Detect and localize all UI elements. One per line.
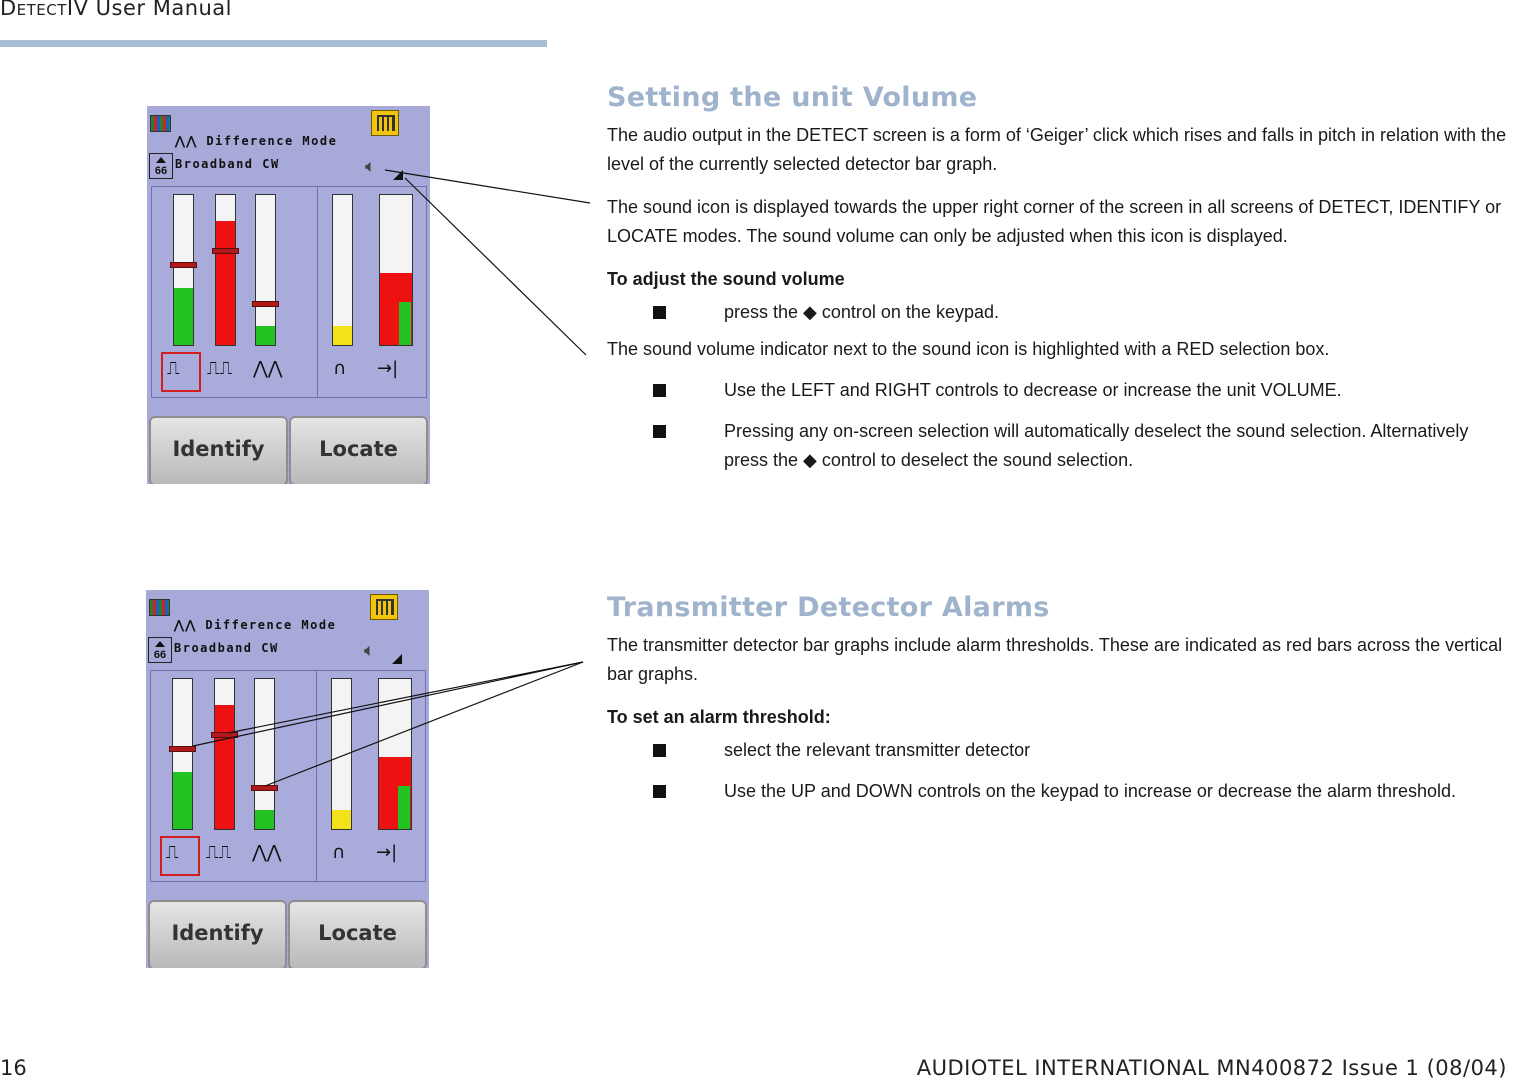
subheading: To adjust the sound volume bbox=[607, 269, 845, 289]
pulse-icon[interactable]: ⎍ bbox=[166, 842, 179, 863]
square-wave-icon[interactable]: ⎍⎍ bbox=[206, 842, 232, 863]
locate-button[interactable]: Locate bbox=[288, 900, 427, 968]
paragraph: The sound icon is displayed towards the upper right corner of the screen in all screens of DETECT, IDENTIFY or LOCATE modes. The sound volume can only be adjusted when this icon is displayed. bbox=[607, 197, 1502, 246]
bullet-square-icon bbox=[653, 785, 666, 798]
bullet-square-icon bbox=[653, 425, 666, 438]
callout-line bbox=[265, 662, 583, 786]
document-reference: AUDIOTEL INTERNATIONAL MN400872 Issue 1 (08/04) bbox=[916, 1056, 1507, 1080]
section-heading: Transmitter Detector Alarms bbox=[607, 592, 1050, 623]
alarms-section bbox=[607, 592, 1512, 818]
list-item: press the ◆ control on the keypad. bbox=[607, 298, 1512, 327]
identify-button[interactable]: Identify bbox=[149, 416, 288, 484]
volume-section bbox=[607, 82, 1512, 487]
mode-label: ⋀⋀ Difference Mode bbox=[175, 134, 338, 148]
square-wave-icon[interactable]: ⎍⎍ bbox=[207, 358, 233, 379]
bullet-square-icon bbox=[653, 744, 666, 757]
bullet-square-icon bbox=[653, 306, 666, 319]
identify-button[interactable]: Identify bbox=[148, 900, 287, 968]
locate-button[interactable]: Locate bbox=[289, 416, 428, 484]
diode-icon[interactable]: →| bbox=[377, 358, 399, 379]
band-label: Broadband CW bbox=[174, 641, 279, 655]
subheading: To set an alarm threshold: bbox=[607, 707, 831, 727]
channel-number: 66 bbox=[149, 153, 173, 179]
diode-icon[interactable]: →| bbox=[376, 842, 398, 863]
list-item: Use the LEFT and RIGHT controls to decrease or increase the unit VOLUME. bbox=[607, 376, 1512, 405]
callout-line bbox=[385, 170, 590, 203]
bullet-square-icon bbox=[653, 384, 666, 397]
callout-line bbox=[228, 662, 583, 733]
page-number: 16 bbox=[0, 1056, 27, 1080]
speaker-icon[interactable]: 🔈︎ bbox=[364, 640, 375, 660]
mode-label: ⋀⋀ Difference Mode bbox=[174, 618, 337, 632]
band-label: Broadband CW bbox=[175, 157, 280, 171]
speaker-icon[interactable]: 🔈︎ bbox=[365, 156, 376, 176]
channel-number: 66 bbox=[148, 637, 172, 663]
paragraph: The transmitter detector bar graphs include alarm thresholds. These are indicated as red bars across the vertical bar graphs. bbox=[607, 635, 1503, 684]
magnet-icon[interactable]: ∩ bbox=[333, 358, 347, 379]
section-heading: Setting the unit Volume bbox=[607, 82, 978, 113]
pulse-icon[interactable]: ⎍ bbox=[167, 358, 180, 379]
magnet-icon[interactable]: ∩ bbox=[332, 842, 346, 863]
peaks-icon[interactable]: ⋀⋀ bbox=[252, 842, 282, 863]
peaks-icon[interactable]: ⋀⋀ bbox=[253, 358, 283, 379]
callout-line bbox=[405, 178, 586, 355]
manual-label: User Manual bbox=[88, 0, 233, 20]
product-name: DetectIV bbox=[0, 0, 89, 20]
list-item: Use the UP and DOWN controls on the keypad to increase or decrease the alarm threshold. bbox=[607, 777, 1512, 806]
paragraph: The audio output in the DETECT screen is a form of ‘Geiger’ click which rises and falls in pitch in relation with the level of the currently selected detector bar graph. bbox=[607, 125, 1507, 174]
list-item: Pressing any on-screen selection will automatically deselect the sound selection. Alternatively press the ◆ control to deselect the sound selection. bbox=[607, 417, 1512, 475]
paragraph: The sound volume indicator next to the sound icon is highlighted with a RED selection box. bbox=[607, 339, 1330, 359]
callout-line bbox=[193, 662, 583, 746]
list-item: select the relevant transmitter detector bbox=[607, 736, 1512, 765]
